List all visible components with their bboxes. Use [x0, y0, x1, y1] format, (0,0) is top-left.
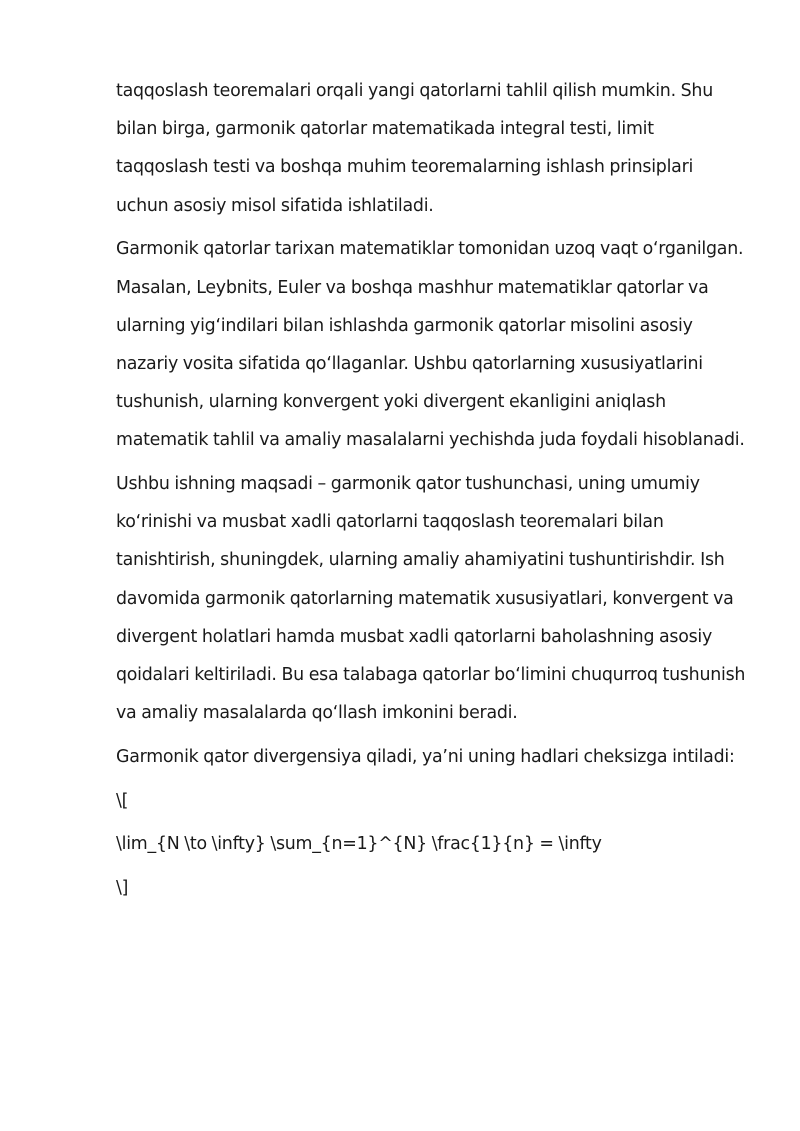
formula-open-delimiter: \[	[116, 790, 129, 811]
paragraph-history: Garmonik qatorlar tarixan matematiklar tomonidan uzoq vaqt o‘rganilgan. Masalan, Leybnits, Euler va boshqa mashhur matematiklar qatorlar va ularning yig‘indilari bilan ishlashda garmonik qatorlar misolini asosiy nazariy vosita sifatida qo‘llaganlar. Ushbu qatorlarning xususiyatlarini tushunish, ularning konvergent yoki divergent ekanligini aniqlash matematik tahlil va amaliy masalalarni yechishda juda foydali hisoblanadi.	[116, 239, 745, 451]
formula-latex: \lim_{N \to \infty} \sum_{n=1}^{N} \frac{1}{n} = \infty	[116, 834, 602, 855]
document-body	[116, 72, 746, 913]
paragraph-purpose: Ushbu ishning maqsadi – garmonik qator tushunchasi, uning umumiy ko‘rinishi va musbat xadli qatorlarni taqqoslash teoremalari bilan tanishtirish, shuningdek, ularning amaliy ahamiyatini tushuntirishdir. Ish davomida garmonik qatorlarning matematik xususiyatlari, konvergent va divergent holatlari hamda musbat xadli qatorlarni baholashning asosiy qoidalari keltiriladi. Bu esa talabaga qatorlar bo‘limini chuqurroq tushunish va amaliy masalalarda qo‘llash imkonini beradi.	[116, 474, 746, 724]
paragraph-comparison-theorems: taqqoslash teoremalari orqali yangi qatorlarni tahlil qilish mumkin. Shu bilan birga, garmonik qatorlar matematikada integral testi, limit taqqoslash testi va boshqa muhim teoremalarning ishlash prinsiplari uchun asosiy misol sifatida ishlatiladi.	[116, 81, 713, 216]
formula-close-delimiter: \]	[116, 878, 129, 899]
paragraph-divergence: Garmonik qator divergensiya qiladi, ya’ni uning hadlari cheksizga intiladi:	[116, 746, 735, 767]
